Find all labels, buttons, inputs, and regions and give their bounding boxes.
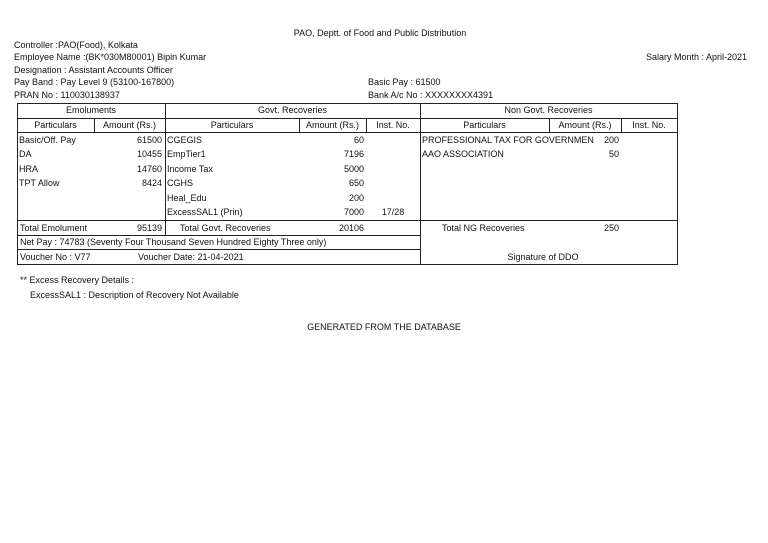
signature-of-ddo: Signature of DDO (507, 252, 579, 262)
emolument-particular: Basic/Off. Pay (19, 135, 76, 145)
col-govt-particulars: Particulars (210, 120, 254, 130)
ng-recovery-amount: 200 (603, 135, 619, 145)
document-title: PAO, Deptt. of Food and Public Distribution (293, 28, 467, 38)
ng-recovery-particular: AAO ASSOCIATION (422, 149, 504, 159)
ng-recovery-particular: PROFESSIONAL TAX FOR GOVERNMEN (422, 135, 594, 145)
emolument-particular: HRA (19, 164, 39, 174)
ng-recovery-amount: 50 (608, 149, 619, 159)
emolument-amount: 61500 (136, 135, 162, 145)
col-govt-amount: Amount (Rs.) (305, 120, 359, 130)
govt-recovery-inst-no: 17/28 (381, 207, 405, 217)
total-emolument-value: 95139 (136, 223, 162, 233)
excess-recovery-title: ** Excess Recovery Details : (20, 275, 135, 285)
col-emol-particulars: Particulars (34, 120, 77, 130)
salary-month-text: Salary Month : April-2021 (645, 52, 747, 62)
govt-recovery-particular: Heal_Edu (167, 193, 207, 203)
govt-recovery-particular: ExcessSAL1 (Prin) (167, 207, 243, 217)
basic-pay-text: Basic Pay : 61500 (368, 77, 441, 87)
col-ng-inst: Inst. No. (632, 120, 666, 130)
govt-recovery-particular: Income Tax (167, 164, 213, 174)
govt-recovery-amount: 60 (353, 135, 364, 145)
govt-recoveries-header: Govt. Recoveries (257, 105, 328, 115)
total-emolument-label: Total Emolument (20, 223, 88, 233)
govt-recovery-particular: CGEGIS (167, 135, 203, 145)
govt-recovery-amount: 7000 (343, 207, 364, 217)
govt-recovery-particular: CGHS (167, 178, 194, 188)
col-ng-particulars: Particulars (463, 120, 506, 130)
total-govt-recoveries-value: 20106 (338, 223, 364, 233)
net-pay-text: Net Pay : 74783 (Seventy Four Thousand Seven Hundred Eighty Three only) (20, 237, 327, 247)
col-govt-inst: Inst. No. (376, 120, 410, 130)
total-ng-recoveries-label: Total NG Recoveries (442, 223, 525, 233)
govt-recovery-amount: 200 (348, 193, 364, 203)
total-govt-recoveries-label: Total Govt. Recoveries (180, 223, 271, 233)
non-govt-recoveries-header: Non Govt. Recoveries (504, 105, 593, 115)
voucher-date-text: Voucher Date: 21-04-2021 (138, 252, 244, 262)
employee-name-text: Employee Name :(BK*030M80001) Bipin Kumar (14, 52, 207, 62)
controller-text: Controller :PAO(Food), Kolkata (14, 40, 138, 50)
col-emol-amount: Amount (Rs.) (102, 120, 156, 130)
pran-no-text: PRAN No : 110030138937 (14, 90, 120, 100)
designation-text: Designation : Assistant Accounts Officer (14, 65, 173, 75)
emolument-amount: 14760 (136, 164, 162, 174)
emolument-amount: 8424 (141, 178, 162, 188)
emolument-particular: TPT Allow (19, 178, 60, 188)
col-ng-amount: Amount (Rs.) (558, 120, 612, 130)
govt-recovery-amount: 7196 (343, 149, 364, 159)
generated-note: GENERATED FROM THE DATABASE (307, 322, 461, 332)
emolument-amount: 10455 (136, 149, 162, 159)
govt-recovery-amount: 650 (348, 178, 364, 188)
govt-recovery-particular: EmpTier1 (167, 149, 206, 159)
emolument-particular: DA (19, 149, 32, 159)
voucher-no-text: Voucher No : V77 (20, 252, 91, 262)
excess-recovery-description: ExcessSAL1 : Description of Recovery Not Available (30, 290, 239, 300)
bank-account-text: Bank A/c No : XXXXXXXX4391 (368, 90, 494, 100)
emoluments-header: Emoluments (65, 105, 117, 115)
total-ng-recoveries-value: 250 (603, 223, 619, 233)
pay-band-text: Pay Band : Pay Level 9 (53100-167800) (14, 77, 175, 87)
govt-recovery-amount: 5000 (343, 164, 364, 174)
